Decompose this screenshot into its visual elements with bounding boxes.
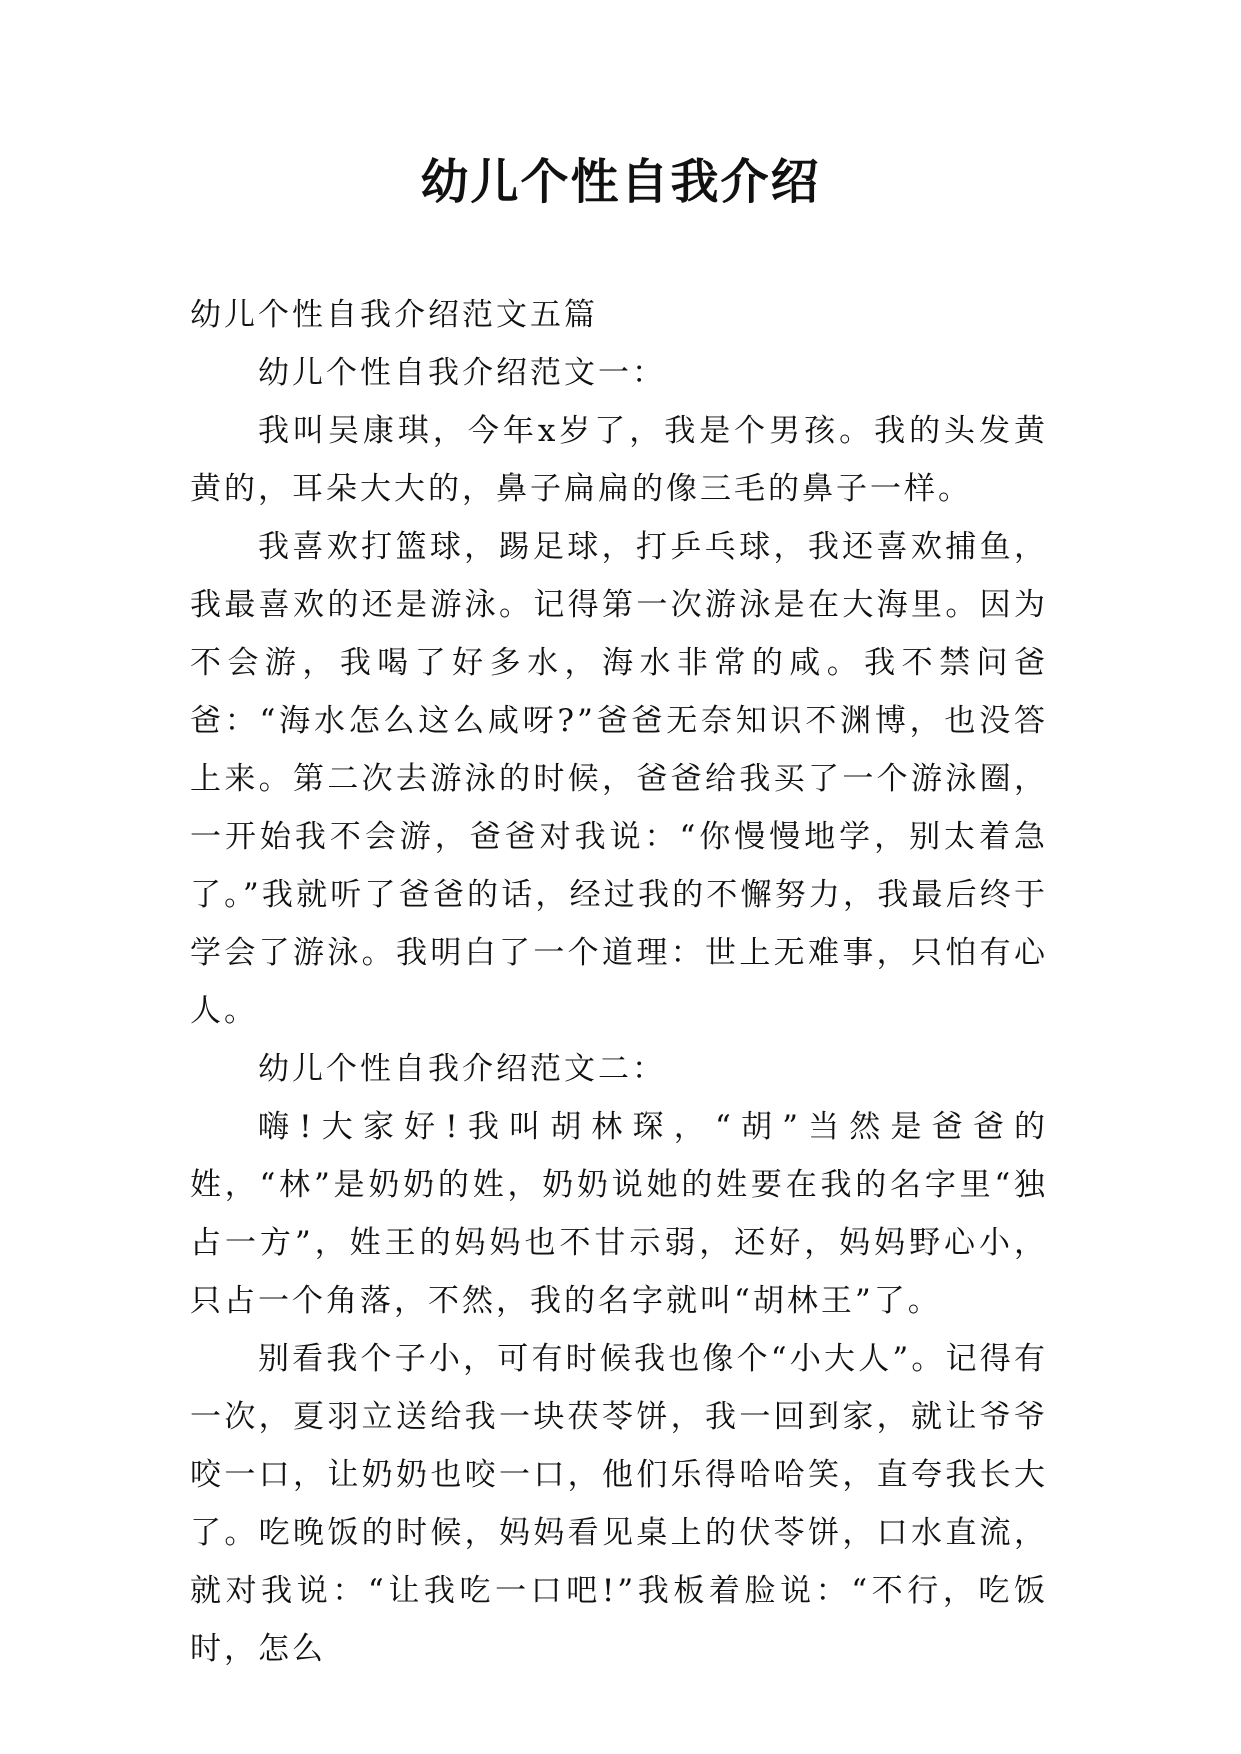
page-title: 幼儿个性自我介绍: [420, 154, 821, 210]
section-heading-1: 幼儿个性自我介绍范文一：: [258, 355, 666, 391]
paragraph: 我叫吴康琪，今年x岁了，我是个男孩。我的头发黄黄的，耳朵大大的，鼻子扁扁的像三毛的鼻子一样。: [190, 413, 1048, 507]
paragraph: 别看我个子小，可有时候我也像个“小大人”。记得有一次，夏羽立送给我一块茯苓饼，我一回到家，就让爷爷咬一口，让奶奶也咬一口，他们乐得哈哈笑，直夸我长大了。吃晚饭的时候，妈妈看见桌上的伏苓饼，口水直流，就对我说：“让我吃一口吧!”我板着脸说：“不行，吃饭时，怎么: [190, 1341, 1048, 1667]
paragraph: 我喜欢打篮球，踢足球，打乒乓球，我还喜欢捕鱼，我最喜欢的还是游泳。记得第一次游泳是在大海里。因为不会游，我喝了好多水，海水非常的咸。我不禁问爸爸：“海水怎么这么咸呀?”爸爸无奈知识不渊博，也没答上来。第二次去游泳的时候，爸爸给我买了一个游泳圈，一开始我不会游，爸爸对我说：“你慢慢地学，别太着急了。”我就听了爸爸的话，经过我的不懈努力，我最后终于学会了游泳。我明白了一个道理：世上无难事，只怕有心人。: [190, 529, 1048, 1029]
document-body: [190, 286, 1048, 1678]
section-heading-2: 幼儿个性自我介绍范文二：: [258, 1051, 666, 1087]
paragraph: 嗨!大家好!我叫胡林琛，“胡”当然是爸爸的姓，“林”是奶奶的姓，奶奶说她的姓要在我的名字里“独占一方”，姓王的妈妈也不甘示弱，还好，妈妈野心小，只占一个角落，不然，我的名字就叫“胡林王”了。: [190, 1109, 1048, 1319]
document-subtitle: 幼儿个性自我介绍范文五篇: [190, 297, 598, 333]
